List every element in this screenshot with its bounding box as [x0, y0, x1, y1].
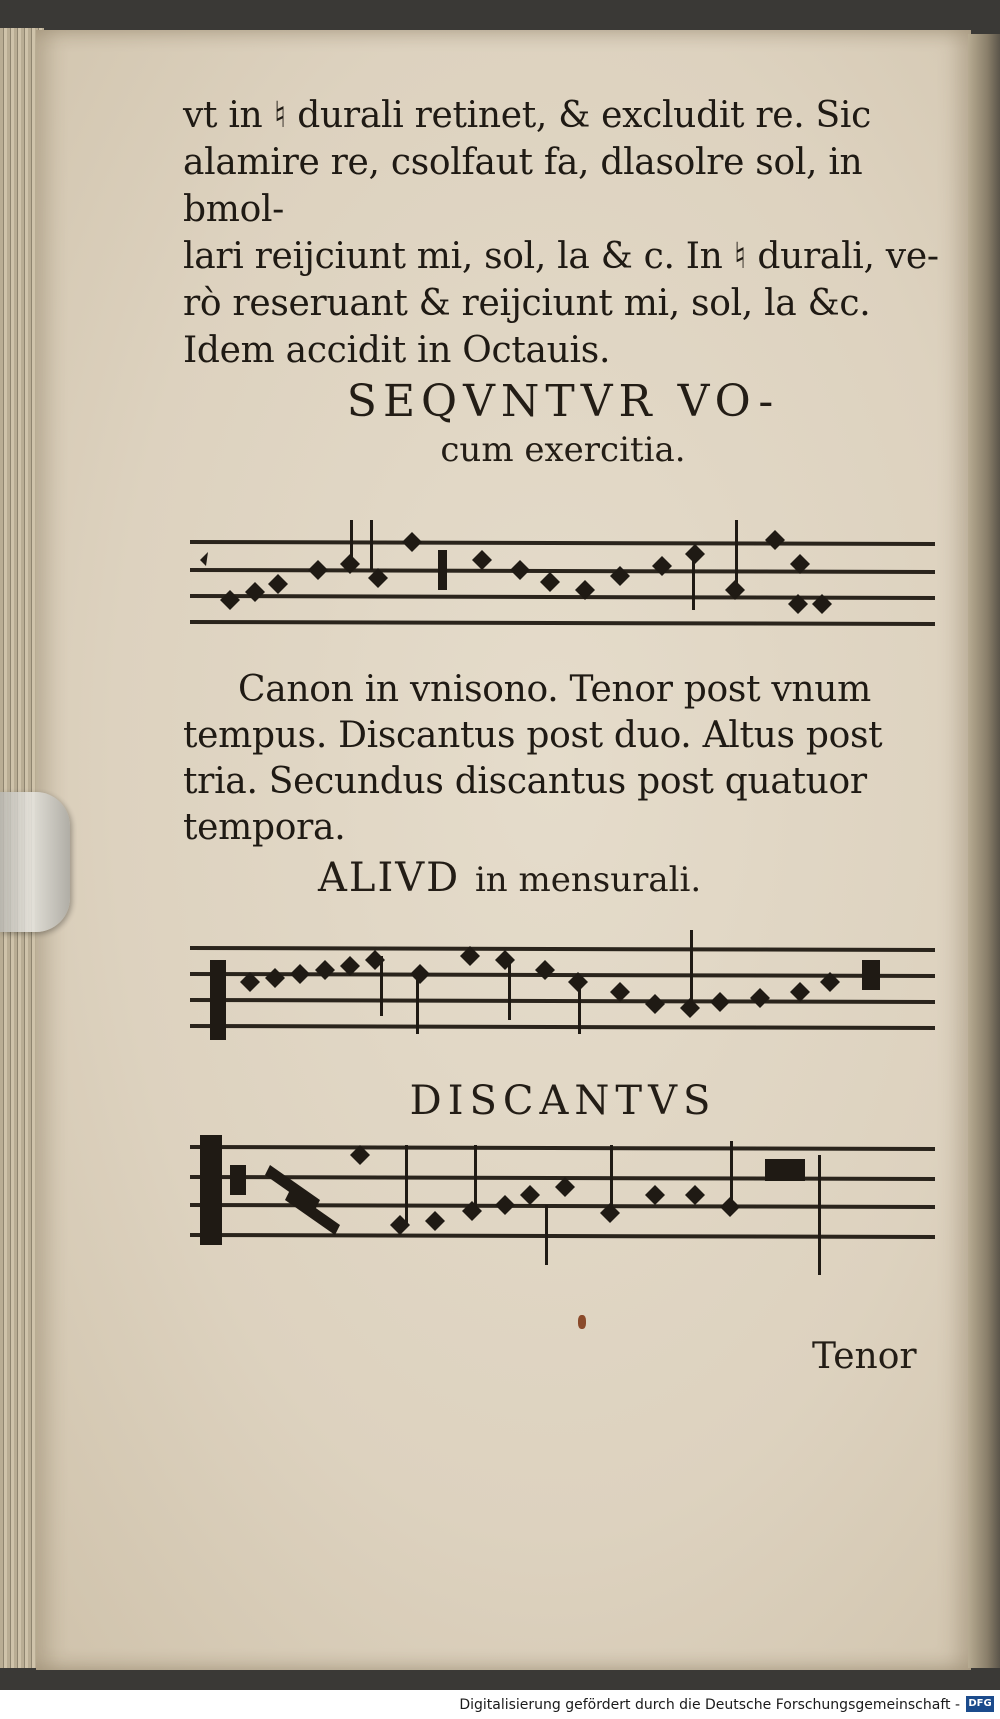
text-line: tempora. [183, 807, 346, 848]
text-line: Canon in vnisono. Tenor post vnum [238, 669, 872, 710]
music-staff-2 [190, 930, 940, 1070]
text-line: Idem accidit in Octauis. [183, 330, 611, 371]
paragraph-2 [183, 667, 943, 851]
text-line: lari reijciunt mi, sol, la & c. In ♮ durali, ve- [183, 236, 939, 277]
section-heading: SEQVNTVR VO- [346, 376, 780, 427]
text-line: alamire re, csolfaut fa, dlasolre sol, in bmol- [183, 142, 863, 230]
music-staff-1 [190, 520, 940, 670]
section-heading-3: DISCANTVS [409, 1078, 717, 1124]
paragraph-1 [183, 92, 943, 374]
text-line: tempus. Discantus post duo. Altus post [183, 715, 883, 756]
funding-notice: Digitalisierung gefördert durch die Deutsche Forschungsgemeinschaft - [459, 1697, 960, 1713]
text-line: rò reseruant & reijciunt mi, sol, la &c. [183, 283, 871, 324]
dfg-logo-icon: DFG [966, 1696, 994, 1712]
footer-bar [0, 1690, 1000, 1719]
clef-mark [210, 960, 226, 1040]
stain-mark [578, 1315, 586, 1329]
page-clip [0, 792, 70, 932]
music-staff-3 [190, 1125, 940, 1295]
heading-subtitle: in mensurali. [474, 860, 702, 900]
heading-main: ALIVD [318, 855, 461, 901]
clef-mark [200, 552, 208, 566]
clef-mark [200, 1135, 222, 1245]
section-heading-continuation: cum exercitia. [440, 430, 686, 470]
text-line: vt in ♮ durali retinet, & excludit re. Sic [183, 95, 871, 136]
page-right-edge [968, 34, 1000, 1668]
section-heading-2 [318, 855, 701, 901]
catchword: Tenor [812, 1336, 917, 1377]
text-line: tria. Secundus discantus post quatuor [183, 761, 867, 802]
